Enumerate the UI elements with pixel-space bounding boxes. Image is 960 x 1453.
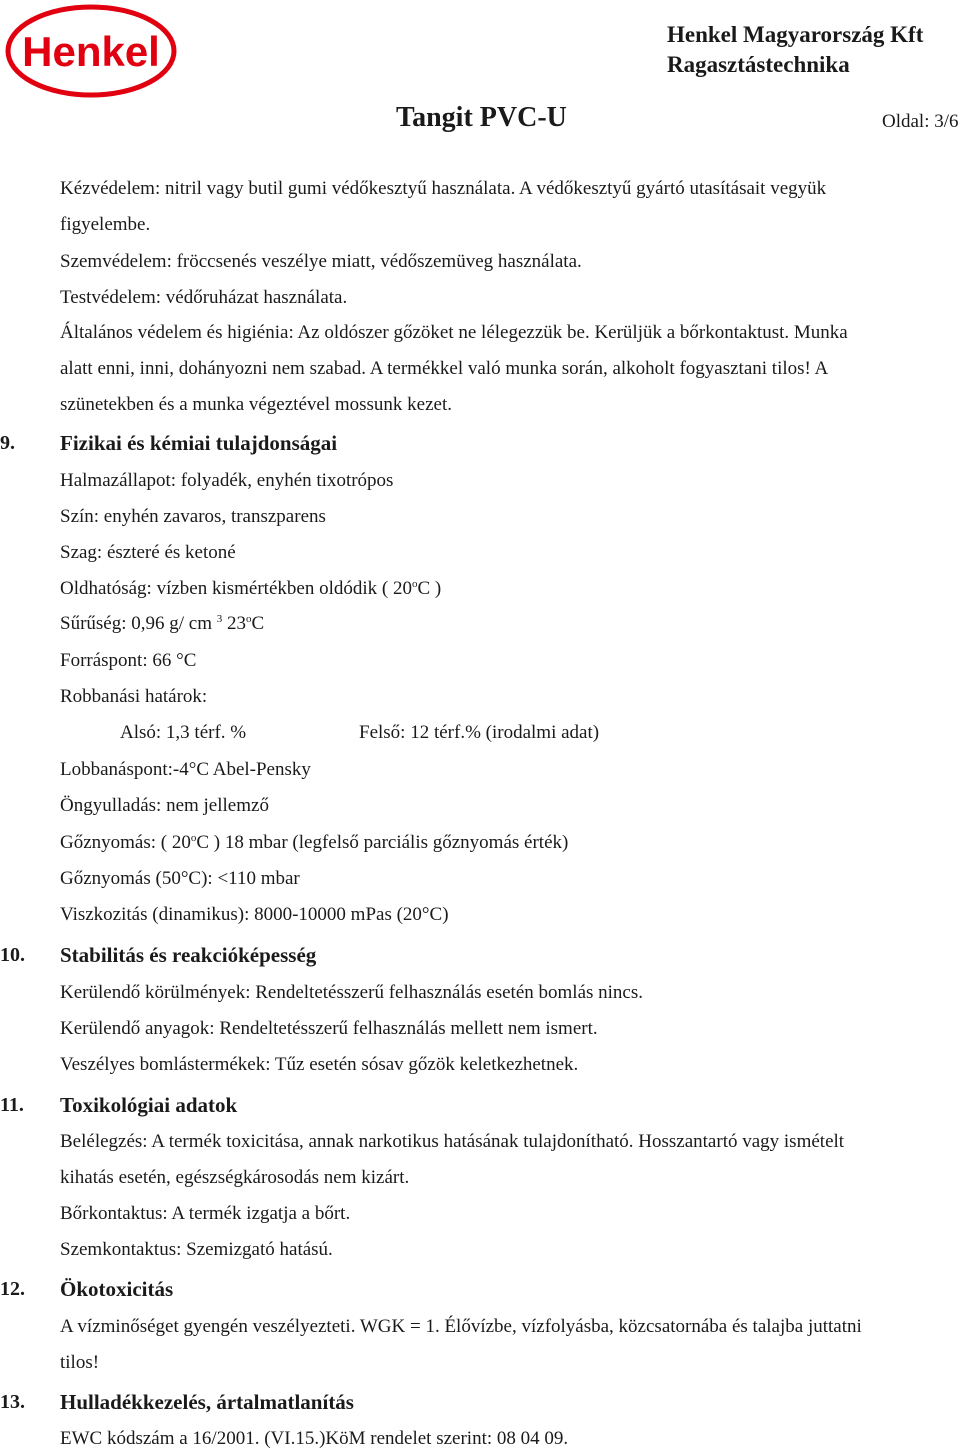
section-10-number: 10. bbox=[0, 944, 25, 966]
conditions-to-avoid: Kerülendő körülmények: Rendeltetésszerű felhasználás esetén bomlás nincs. bbox=[60, 982, 643, 1003]
section-12-number: 12. bbox=[0, 1278, 25, 1300]
body-protection: Testvédelem: védőruházat használata. bbox=[60, 287, 348, 308]
hygiene-line-3: szünetekben és a munka végeztével mossunk kezet. bbox=[60, 394, 452, 415]
hand-protection-line-1: Kézvédelem: nitril vagy butil gumi védőkesztyű használata. A védőkesztyű gyártó utasításait vegyük bbox=[60, 178, 827, 199]
ecotoxicity-line-2: tilos! bbox=[60, 1352, 100, 1373]
solubility: Oldhatóság: vízben kismértékben oldódik ( 20$^o$C ) bbox=[60, 578, 442, 599]
logo-wordmark: Henkel bbox=[22, 28, 160, 75]
hazardous-decomposition: Veszélyes bomlástermékek: Tűz esetén sósav gőzök keletkezhetnek. bbox=[60, 1054, 579, 1075]
henkel-logo bbox=[4, 3, 178, 99]
hygiene-line-1: Általános védelem és higiénia: Az oldószer gőzöket ne lélegezzük be. Kerüljük a bőrkontaktust. Munka bbox=[60, 322, 848, 343]
ecotoxicity-line-1: A vízminőséget gyengén veszélyezteti. WGK = 1. Élővízbe, vízfolyásba, közcsatornába és talajba juttatni bbox=[60, 1316, 862, 1337]
upper-explosion-limit: Felső: 12 térf.% (irodalmi adat) bbox=[359, 722, 600, 743]
explosion-limits: Robbanási határok: bbox=[60, 686, 208, 707]
eye-contact: Szemkontaktus: Szemizgató hatású. bbox=[60, 1239, 333, 1260]
hygiene-line-2: alatt enni, inni, dohányozni nem szabad. A termékkel való munka során, alkoholt fogyasztani tilos! A bbox=[60, 358, 829, 379]
color-property: Szín: enyhén zavaros, transzparens bbox=[60, 506, 326, 527]
odor-property: Szag: észteré és ketoné bbox=[60, 542, 236, 563]
viscosity: Viszkozitás (dinamikus): 8000-10000 mPas (20°C) bbox=[60, 904, 449, 925]
section-11-number: 11. bbox=[0, 1094, 24, 1116]
section-11-title: Toxikológiai adatok bbox=[60, 1093, 238, 1117]
company-name: Henkel Magyarország Kft bbox=[667, 22, 924, 47]
physical-state: Halmazállapot: folyadék, enyhén tixotrópos bbox=[60, 470, 394, 491]
skin-contact: Bőrkontaktus: A termék izgatja a bőrt. bbox=[60, 1203, 351, 1224]
section-9-number: 9. bbox=[0, 432, 15, 454]
vapor-pressure-50: Gőznyomás (50°C): <110 mbar bbox=[60, 868, 300, 889]
eye-protection: Szemvédelem: fröccsenés veszélye miatt, védőszemüveg használata. bbox=[60, 251, 582, 272]
inhalation-line-1: Belélegzés: A termék toxicitása, annak narkotikus hatásának tulajdonítható. Hosszantartó vagy ismételt bbox=[60, 1131, 845, 1152]
company-division: Ragasztástechnika bbox=[667, 52, 850, 77]
section-13-number: 13. bbox=[0, 1391, 25, 1413]
materials-to-avoid: Kerülendő anyagok: Rendeltetésszerű felhasználás mellett nem ismert. bbox=[60, 1018, 598, 1039]
vapor-pressure-20: Gőznyomás: ( 20$^o$C ) 18 mbar (legfelső parciális gőznyomás érték) bbox=[60, 832, 569, 853]
page-indicator: Oldal: 3/6 bbox=[882, 111, 959, 132]
flash-point: Lobbanáspont:-4°C Abel-Pensky bbox=[60, 759, 311, 780]
autoignition: Öngyulladás: nem jellemző bbox=[60, 795, 269, 816]
section-13-title: Hulladékkezelés, ártalmatlanítás bbox=[60, 1390, 354, 1414]
ewc-code: EWC kódszám a 16/2001. (VI.15.)KöM rendelet szerint: 08 04 09. bbox=[60, 1428, 569, 1449]
document-title: Tangit PVC-U bbox=[396, 102, 567, 133]
section-10-title: Stabilitás és reakcióképesség bbox=[60, 943, 317, 967]
boiling-point: Forráspont: 66 °C bbox=[60, 650, 197, 671]
density: Sűrűség: 0,96 g/ cm $^3$ 23$^o$C bbox=[60, 613, 265, 634]
section-9-title: Fizikai és kémiai tulajdonságai bbox=[60, 431, 338, 455]
section-12-title: Ökotoxicitás bbox=[60, 1277, 174, 1301]
hand-protection-line-2: figyelembe. bbox=[60, 214, 151, 235]
inhalation-line-2: kihatás esetén, egészségkárosodás nem kizárt. bbox=[60, 1167, 410, 1188]
lower-explosion-limit: Alsó: 1,3 térf. % bbox=[120, 722, 247, 743]
